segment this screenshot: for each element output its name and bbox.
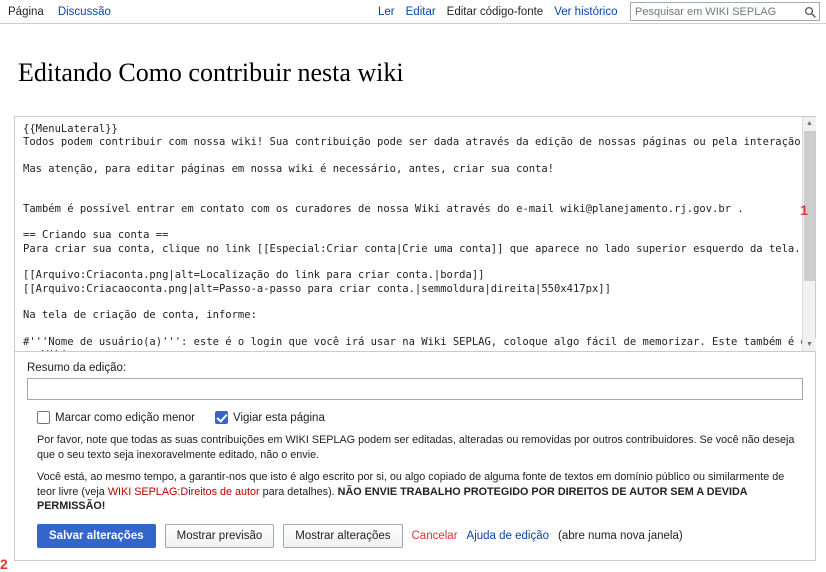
watch-page-option[interactable] <box>215 411 325 424</box>
annotation-marker-2: 2 <box>0 556 8 572</box>
search-icon[interactable] <box>801 3 819 20</box>
preview-button[interactable]: Mostrar previsão <box>165 524 275 549</box>
edit-help-note: (abre numa nova janela) <box>558 529 683 542</box>
legal-p2-pre: Você está, ao mesmo tempo, a garantir-nos que isto é algo escrito por si, ou algo copiado de alguma fonte de textos em domínio público ou similarmente de teor livre (veja <box>37 471 785 498</box>
copyright-link[interactable]: WIKI SEPLAG:Direitos de autor <box>107 485 260 498</box>
legal-paragraph-2 <box>37 470 799 514</box>
show-changes-button[interactable]: Mostrar alterações <box>283 524 402 549</box>
tab-editar[interactable]: Editar <box>405 6 436 18</box>
editor-scrollbar[interactable] <box>802 117 815 351</box>
tab-ler[interactable]: Ler <box>378 6 395 18</box>
tab-ver-historico[interactable]: Ver histórico <box>554 6 618 18</box>
minor-edit-checkbox[interactable] <box>37 411 50 424</box>
wikitext-textarea[interactable] <box>15 117 815 351</box>
edit-checkboxes <box>27 411 803 424</box>
minor-edit-option[interactable] <box>37 411 195 424</box>
watch-page-label[interactable]: Vigiar esta página <box>232 411 325 424</box>
search-input[interactable] <box>631 3 801 20</box>
legal-notice <box>27 433 803 514</box>
tab-pagina[interactable]: Página <box>8 6 44 18</box>
cancel-link[interactable]: Cancelar <box>411 529 458 542</box>
legal-paragraph-1: Por favor, note que todas as suas contribuições em WIKI SEPLAG podem ser editadas, alteradas ou removidas por outros contribuidores. Se você não deseja que o seu texto seja inexoravelmente editado, não o envie. <box>37 434 795 461</box>
search-box[interactable] <box>630 2 820 21</box>
tab-editar-codigo-fonte[interactable]: Editar código-fonte <box>446 6 544 18</box>
form-buttons <box>27 524 803 549</box>
save-button[interactable]: Salvar alterações <box>37 524 156 549</box>
scroll-up-arrow[interactable]: ▲ <box>803 117 816 130</box>
edit-help-link[interactable]: Ajuda de edição <box>466 529 550 542</box>
wikitext-editor[interactable] <box>14 116 816 352</box>
page-title: Editando Como contribuir nesta wiki <box>18 58 404 88</box>
watch-page-checkbox[interactable] <box>215 411 228 424</box>
scroll-down-arrow[interactable]: ▼ <box>803 338 816 351</box>
edit-form <box>0 116 826 572</box>
namespace-tabs <box>0 0 111 23</box>
edit-options-panel <box>14 352 816 561</box>
legal-p2-mid: para detalhes). <box>259 485 338 498</box>
legal-p2-bold: NÃO ENVIE TRABALHO PROTEGIDO POR DIREITOS DE AUTOR SEM A DEVIDA PERMISSÃO! <box>37 485 748 512</box>
tab-discussao[interactable]: Discussão <box>57 6 111 18</box>
top-navigation-bar <box>0 0 826 24</box>
summary-input[interactable] <box>27 378 803 400</box>
summary-label: Resumo da edição: <box>27 362 127 374</box>
annotation-marker-1: 1 <box>800 202 808 218</box>
minor-edit-label[interactable]: Marcar como edição menor <box>55 411 195 424</box>
